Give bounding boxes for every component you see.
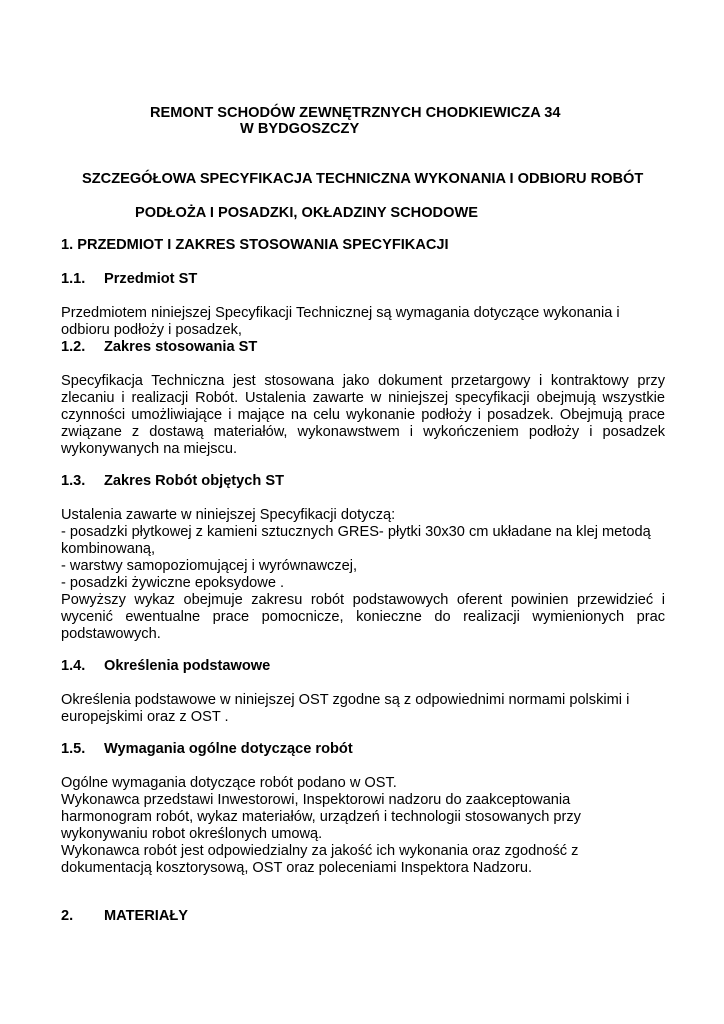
section-title: Wymagania ogólne dotyczące robót [104, 741, 353, 757]
section-1-2-heading [61, 339, 257, 356]
document-title-line2: W BYDGOSZCZY [240, 121, 360, 137]
section-title: Zakres stosowania ST [104, 339, 258, 355]
section-number: 1.4. [61, 658, 86, 674]
paragraph-line: Przedmiotem niniejszej Specyfikacji Technicznej są wymagania dotyczące wykonania i [61, 305, 620, 321]
paragraph-line: podstawowych. [61, 626, 161, 642]
section-1-5-heading [61, 741, 353, 758]
section-1-5-body [61, 775, 665, 877]
paragraph-line: wykonywaniu robot określonych umową. [61, 826, 323, 842]
section-1-1-heading [61, 271, 197, 288]
list-item: - posadzki płytkowej z kamieni sztucznych GRES- płytki 30x30 cm układane na klej metodą [61, 524, 651, 540]
paragraph-line: Ustalenia zawarte w niniejszej Specyfikacji dotyczą: [61, 507, 396, 523]
section-title: Zakres Robót objętych ST [104, 473, 285, 489]
section-title: Określenia podstawowe [104, 658, 271, 674]
list-item: - posadzki żywiczne epoksydowe . [61, 575, 285, 591]
paragraph-line: wykonywanych na miejscu. [61, 441, 238, 457]
section-1-4-body [61, 692, 665, 726]
paragraph-line: dokumentacją kosztorysową, OST oraz poleceniami Inspektora Nadzoru. [61, 860, 533, 876]
paragraph-line: czynności umożliwiające i mające na celu wykonanie podłoży i posadzek. Obejmują prace [61, 407, 665, 423]
list-item: - warstwy samopoziomującej i wyrównawczej, [61, 558, 358, 574]
section-number: 2. [61, 908, 74, 924]
section-1-1-body [61, 305, 665, 339]
paragraph-line: harmonogram robót, wykaz materiałów, urządzeń i technologii stosowanych przy [61, 809, 581, 825]
paragraph-line: Wykonawca przedstawi Inwestorowi, Inspektorowi nadzoru do zaakceptowania [61, 792, 571, 808]
paragraph-line: Powyższy wykaz obejmuje zakresu robót podstawowych oferent powinien przewidzieć i [61, 592, 665, 608]
section-number: 1.2. [61, 339, 86, 355]
section-1-heading: 1. PRZEDMIOT I ZAKRES STOSOWANIA SPECYFIKACJI [61, 237, 449, 253]
section-number: 1.3. [61, 473, 86, 489]
document-title-line1: REMONT SCHODÓW ZEWNĘTRZNYCH CHODKIEWICZA 34 [150, 105, 561, 121]
paragraph-line: Wykonawca robót jest odpowiedzialny za jakość ich wykonania oraz zgodność z [61, 843, 579, 859]
paragraph-line: europejskimi oraz z OST . [61, 709, 229, 725]
list-item-continuation: kombinowaną, [61, 541, 156, 557]
section-title: Przedmiot ST [104, 271, 198, 287]
section-2-heading [61, 908, 188, 925]
section-number: 1.1. [61, 271, 86, 287]
paragraph-line: zlecaniu i realizacji Robót. Ustalenia zawarte w niniejszej specyfikacji obejmują wszystkie [61, 390, 665, 406]
paragraph-line: Określenia podstawowe w niniejszej OST zgodne są z odpowiednimi normami polskimi i [61, 692, 630, 708]
paragraph-line: Ogólne wymagania dotyczące robót podano w OST. [61, 775, 397, 791]
section-number: 1.5. [61, 741, 86, 757]
section-1-3-heading [61, 473, 284, 490]
paragraph-line: odbioru podłoży i posadzek, [61, 322, 242, 338]
paragraph-line: związane z dostawą materiałów, wykonawstwem i wykończeniem podłoży i posadzek [61, 424, 665, 440]
section-1-3-body [61, 507, 665, 643]
document-subtitle-scope: PODŁOŻA I POSADZKI, OKŁADZINY SCHODOWE [135, 205, 478, 221]
section-1-2-body [61, 373, 665, 458]
paragraph-line: Specyfikacja Techniczna jest stosowana jako dokument przetargowy i kontraktowy przy [61, 373, 665, 389]
paragraph-line: wycenić ewentualne prace pomocnicze, konieczne do realizacji wymienionych prac [61, 609, 665, 625]
document-subtitle: SZCZEGÓŁOWA SPECYFIKACJA TECHNICZNA WYKONANIA I ODBIORU ROBÓT [82, 171, 644, 187]
section-title: MATERIAŁY [104, 908, 189, 924]
section-1-4-heading [61, 658, 270, 675]
